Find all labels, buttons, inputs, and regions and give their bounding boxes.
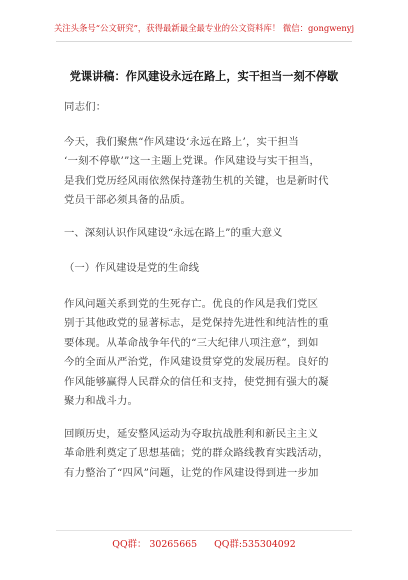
paragraph-line: 今的全面从严治党，作风建设贯穿党的发展历程。良好的 bbox=[64, 356, 329, 368]
footer-divider bbox=[56, 530, 352, 531]
intro-line: 是我们党历经风雨依然保持蓬勃生机的关键，也是新时代 bbox=[64, 174, 329, 187]
greeting: 同志们： bbox=[64, 101, 107, 113]
section-heading-1: 一、深刻认识作风建设“永远在路上”的重大意义 bbox=[64, 226, 283, 239]
document-body bbox=[64, 90, 346, 496]
intro-line: ‘一刻不停歇’”这一主题上党课。作风建设与实干担当， bbox=[64, 155, 321, 167]
document-title: 党课讲稿：作风建设永远在路上，实干担当一刻不停歇 bbox=[69, 69, 339, 83]
paragraph-line: 有力整治了“四风”问题，让党的作风建设得到进一步加 bbox=[64, 466, 319, 479]
footer bbox=[0, 536, 408, 550]
qq-group-1: QQ群： 30265665 bbox=[112, 539, 198, 550]
qq-group-2: QQ群:535304092 bbox=[214, 539, 296, 550]
paragraph-line: 回顾历史，延安整风运动为夺取抗战胜利和新民主主义 bbox=[64, 427, 319, 440]
header-notice: 关注头条号“公文研究”，获得最新最全最专业的公文资料库！ 微信：gongwenyj bbox=[53, 23, 355, 33]
paragraph-line: 革命胜利奠定了思想基础；党的群众路线教育实践活动， bbox=[64, 447, 329, 459]
header-divider bbox=[56, 41, 352, 42]
paragraph-line: 别于其他政党的显著标志，是党保持先进性和纯洁性的重 bbox=[64, 317, 329, 329]
paragraph-line: 要体现。从革命战争年代的“三大纪律八项注意”，到如 bbox=[64, 336, 319, 349]
paragraph-line: 作风能够赢得人民群众的信任和支持，使党拥有强大的凝 bbox=[64, 375, 329, 388]
intro-paragraph bbox=[64, 133, 346, 211]
intro-line: 党员干部必须具备的品质。 bbox=[64, 194, 192, 206]
intro-line: 今天，我们聚焦“作风建设‘永远在路上’，实干担当 bbox=[64, 135, 299, 148]
subsection-heading-1: （一）作风建设是党的生命线 bbox=[64, 262, 200, 274]
body-paragraph-3 bbox=[64, 425, 346, 484]
paragraph-line: 作风问题关系到党的生死存亡。优良的作风是我们党区 bbox=[64, 297, 319, 310]
body-paragraph-2 bbox=[64, 295, 346, 412]
paragraph-line: 聚力和战斗力。 bbox=[64, 395, 139, 407]
